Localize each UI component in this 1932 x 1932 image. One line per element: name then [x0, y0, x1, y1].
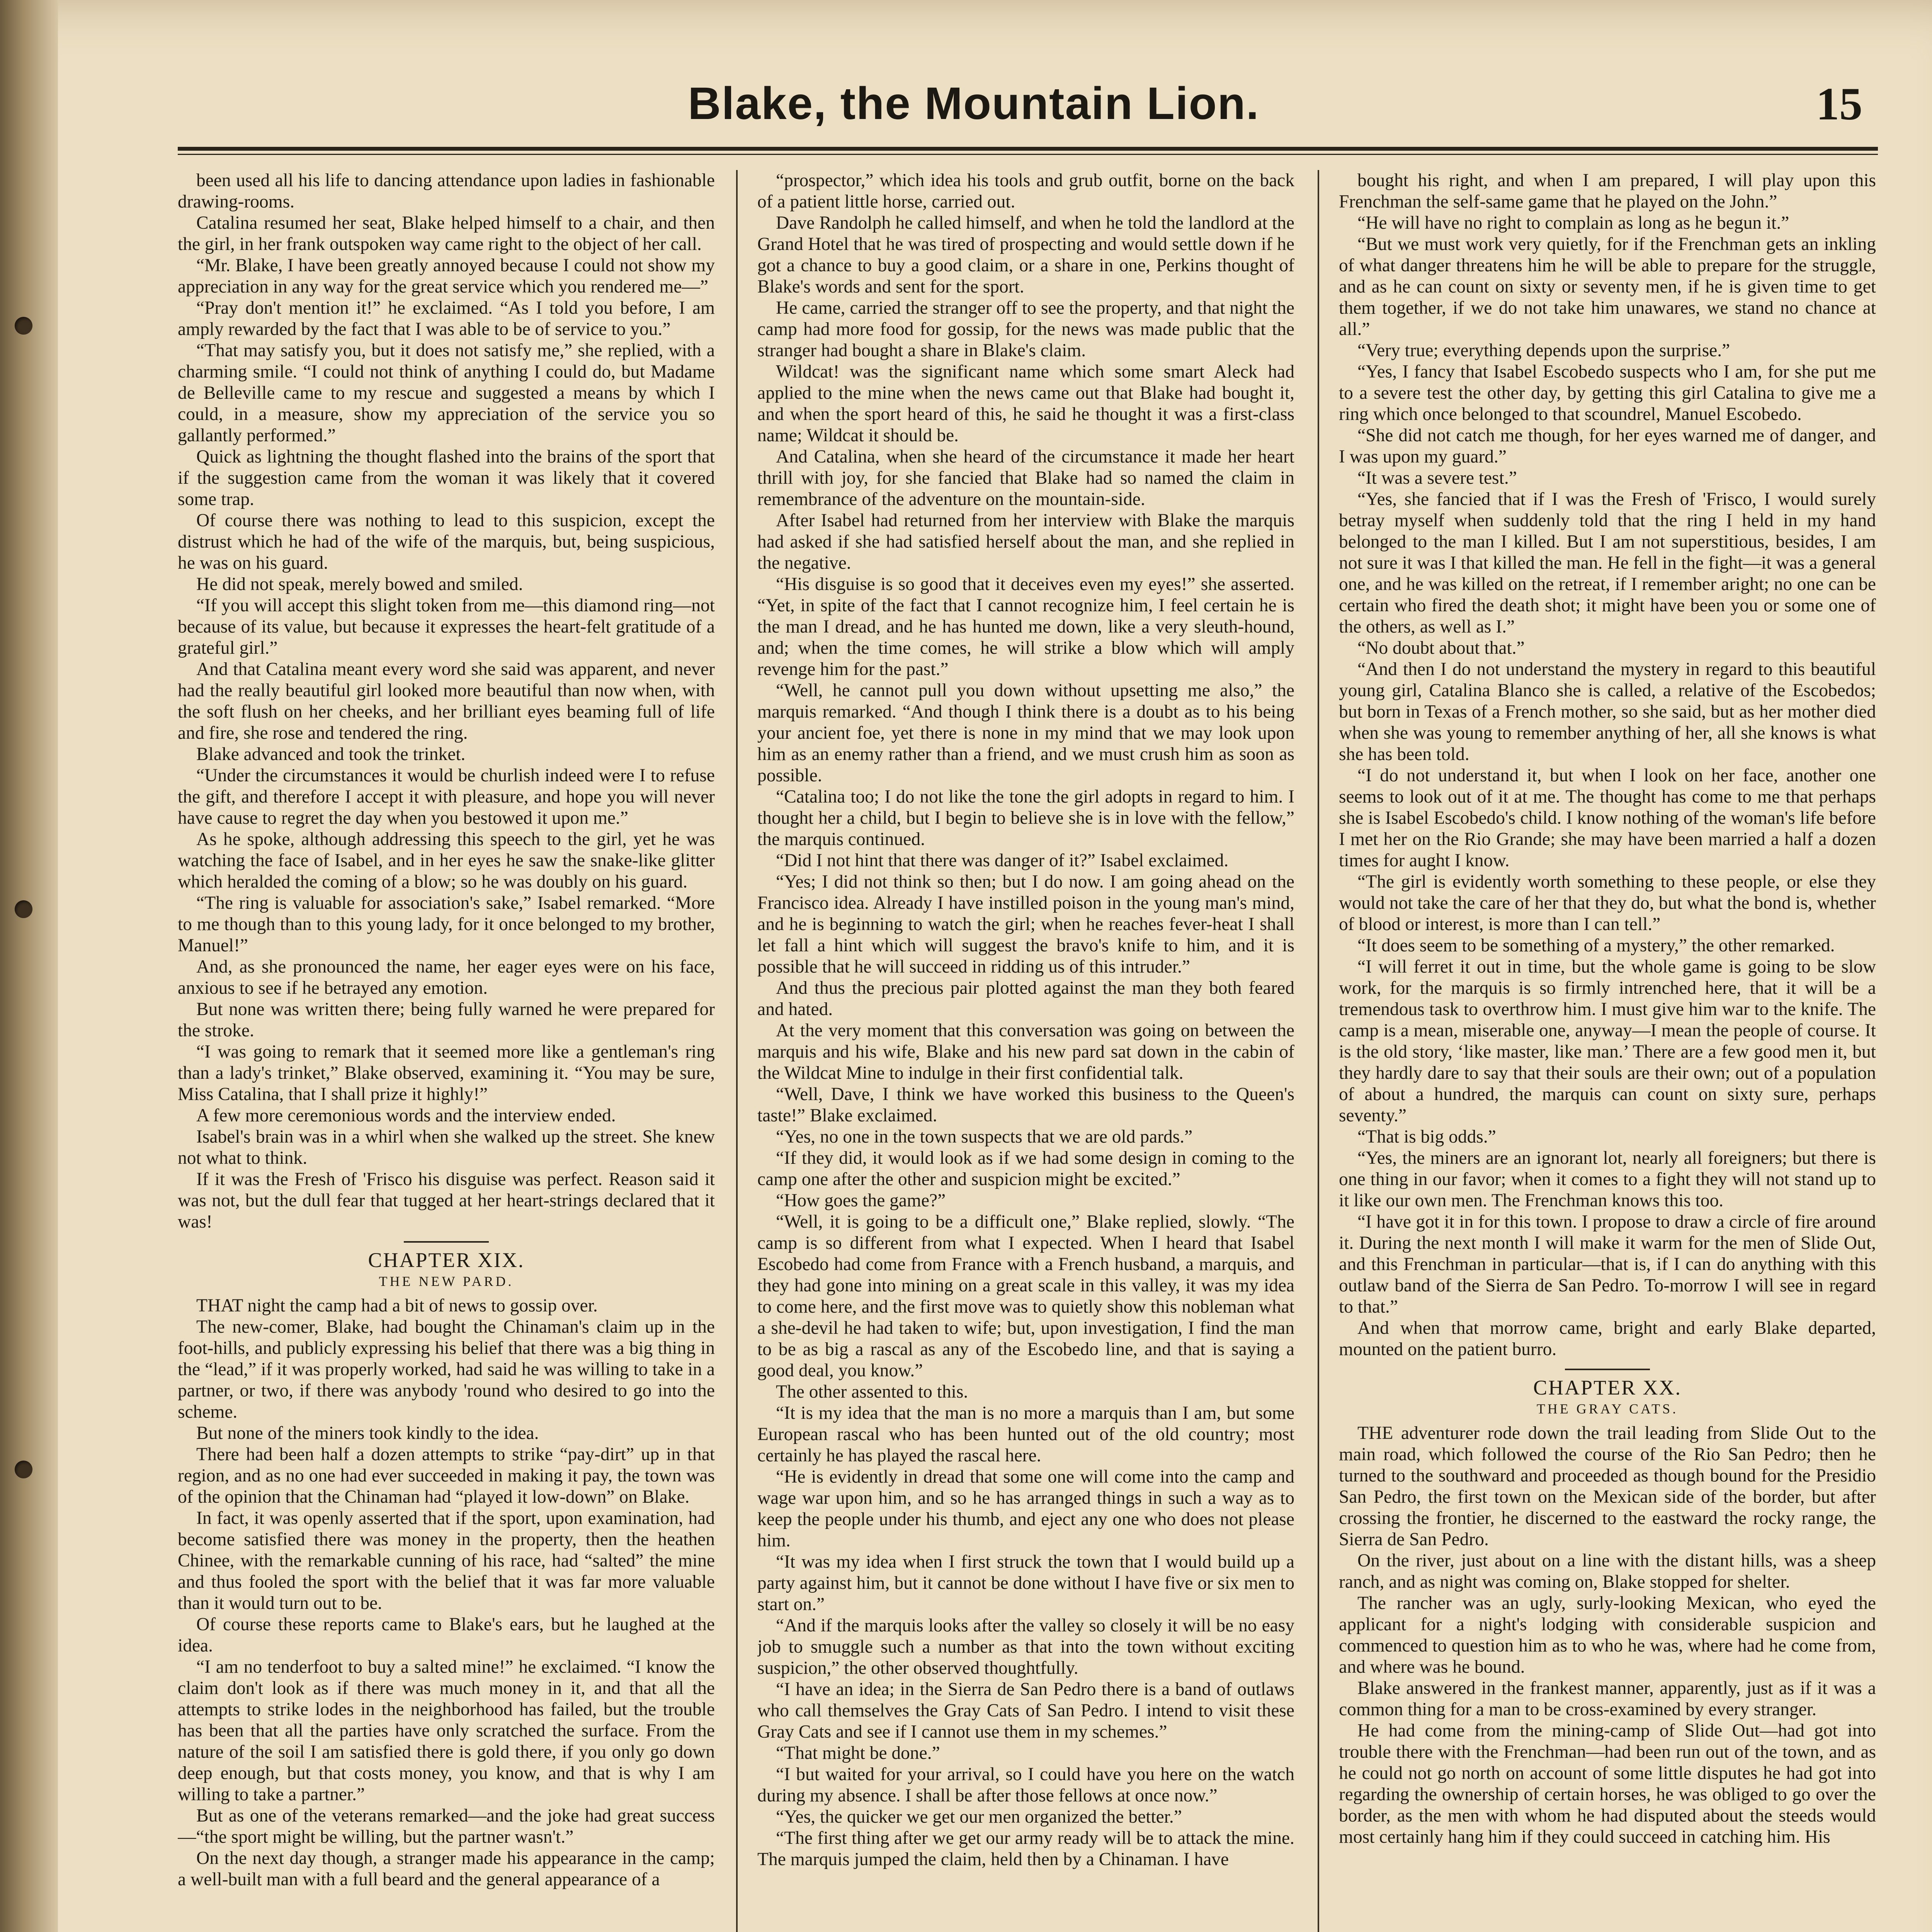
binding-hole: [15, 900, 32, 918]
paragraph: If it was the Fresh of 'Frisco his disguise was perfect. Reason said it was not, but the dull fear that tugged at her heart-strings declared that it was!: [178, 1169, 715, 1232]
column-1: [178, 170, 715, 1932]
paragraph: But none was written there; being fully warned he were prepared for the stroke.: [178, 999, 715, 1041]
paragraph: “If you will accept this slight token from me—this diamond ring—not because of its value, but because it expresses the heart-felt gratitude of a grateful girl.”: [178, 595, 715, 658]
paragraph: THAT night the camp had a bit of news to gossip over.: [196, 1296, 598, 1316]
paragraph: “It does seem to be something of a mystery,” the other remarked.: [1357, 935, 1835, 956]
paragraph: And thus the precious pair plotted against the man they both feared and hated.: [757, 978, 1294, 1019]
chapter-rule: [404, 1241, 489, 1243]
paragraph: And, as she pronounced the name, her eager eyes were on his face, anxious to see if he betrayed any emotion.: [178, 957, 715, 998]
paragraph: bought his right, and when I am prepared, I will play upon this Frenchman the self-same game that he played on the John.”: [1339, 170, 1876, 212]
paragraph: “It was a severe test.”: [1357, 468, 1517, 488]
running-title: Blake, the Mountain Lion.: [688, 78, 1260, 129]
paragraph: THE adventurer rode down the trail leading from Slide Out to the main road, which followed the course of the Rio San Pedro; then he turned to the southward and proceeded as though bound for the Presidio San Pedro, the first town on the Mexican side of the border, but after crossing the frontier, he discerned to the eastward the rocky range, the Sierra de San Pedro.: [1339, 1423, 1876, 1549]
paragraph: On the river, just about on a line with the distant hills, was a sheep ranch, and as night was coming on, Blake stopped for shelter.: [1339, 1551, 1876, 1592]
column-3-body: [1339, 170, 1876, 1360]
binding-hole: [15, 1461, 32, 1478]
paragraph: “She did not catch me though, for her eyes warned me of danger, and I was upon my guard.”: [1339, 425, 1876, 467]
chapter-rule: [1565, 1369, 1650, 1370]
column-3: [1339, 170, 1876, 1932]
paragraph: He did not speak, merely bowed and smiled.: [196, 574, 523, 594]
paragraph: “prospector,” which idea his tools and grub outfit, borne on the back of a patient little horse, carried out.: [757, 170, 1294, 212]
paragraph: The other assented to this.: [776, 1382, 968, 1402]
paragraph: “That may satisfy you, but it does not satisfy me,” she replied, with a charming smile. “I could not think of anything I could do, but Madame de Belleville came to my rescue and suggested a means by which I could, in a measure, show my appreciation of the service you so gallantly performed.”: [178, 340, 715, 446]
paragraph: “His disguise is so good that it deceives even my eyes!” she asserted. “Yet, in spite of the fact that I cannot recognize him, I feel certain he is the man I dread, and he has hunted me down, like a very sleuth-hound, and; when the time comes, he will strike a blow which will amply revenge him for the past.”: [757, 574, 1294, 679]
paragraph: “I but waited for your arrival, so I could have you here on the watch during my absence. I shall be after those fellows at once now.”: [757, 1764, 1294, 1806]
header-rule-thin: [178, 154, 1878, 155]
paragraph: “Well, he cannot pull you down without upsetting me also,” the marquis remarked. “And though I think there is a doubt as to his being your ancient foe, yet there is none in my mind that we may look upon him as an enemy rather than a friend, and we must crush him as soon as possible.: [757, 680, 1294, 786]
paragraph: “I have an idea; in the Sierra de San Pedro there is a band of outlaws who call themselves the Gray Cats of San Pedro. I intend to visit these Gray Cats and see if I cannot use them in my schemes.”: [757, 1679, 1294, 1742]
paragraph: “Mr. Blake, I have been greatly annoyed because I could not show my appreciation in any way for the great service which you rendered me—”: [178, 255, 715, 297]
paragraph: He came, carried the stranger off to see the property, and that night the camp had more food for gossip, for the news was made public that the stranger had bought a share in Blake's claim.: [757, 298, 1294, 361]
paragraph: Blake answered in the frankest manner, apparently, just as if it was a common thing for a man to be cross-examined by every stranger.: [1339, 1678, 1876, 1719]
paragraph: And that Catalina meant every word she said was apparent, and never had the really beautiful girl looked more beautiful than now when, with the soft flush on her cheeks, and her brilliant eyes beaming full of life and fire, she rose and tendered the ring.: [178, 659, 715, 743]
paragraph: Of course there was nothing to lead to this suspicion, except the distrust which he had of the wife of the marquis, but, being suspicious, he was on his guard.: [178, 510, 715, 573]
paragraph: been used all his life to dancing attendance upon ladies in fashionable drawing-rooms.: [178, 170, 715, 212]
paragraph: “Yes, she fancied that if I was the Fresh of 'Frisco, I would surely betray myself when suddenly told that the ring I held in my hand belonged to the man I killed. But I am not superstitious, besides, I am not sure it was I that killed the man. He fell in the fight—it was a general one, and he was killed on the retreat, if I remember aright; no one can be certain who fired the death shot; it might have been you or some one of the others, as well as I.”: [1339, 489, 1876, 637]
paragraph: “Pray don't mention it!” he exclaimed. “As I told you before, I am amply rewarded by the fact that I was able to be of service to you.”: [178, 298, 715, 339]
chapter-heading: CHAPTER XX.: [1533, 1376, 1682, 1399]
column-1-body: [178, 170, 715, 1233]
paragraph: He had come from the mining-camp of Slide Out—had got into trouble there with the Frenchman—had been run out of the town, and as he could not go north on account of some little disputes he had got into regarding the ownership of certain horses, he was obliged to go over the border, as the men with whom he had disputed about the steeds would most certainly hang him if they could succeed in catching him. His: [1339, 1721, 1876, 1847]
paragraph: “Did I not hint that there was danger of it?” Isabel exclaimed.: [776, 850, 1229, 871]
text-columns: [178, 170, 1878, 1932]
paragraph: “If they did, it would look as if we had some design in coming to the camp one after the other and suspicion might be excited.”: [757, 1148, 1294, 1189]
chapter-subheading: THE GRAY CATS.: [1536, 1401, 1679, 1417]
paragraph: “The girl is evidently worth something to these people, or else they would not take the care of her that they do, but what the bond is, whether of blood or interest, is more than I can tell.”: [1339, 872, 1876, 934]
binding-hole: [15, 317, 32, 335]
paragraph: “I do not understand it, but when I look on her face, another one seems to look out of it at me. The thought has come to me that perhaps she is Isabel Escobedo's child. I know nothing of the woman's life before I met her on the Rio Grande; she may have been married a half a dozen times for aught I know.: [1339, 765, 1876, 871]
paragraph: “I will ferret it out in time, but the whole game is going to be slow work, for the marquis is so firmly intrenched here, that it will be a tremendous task to overthrow him. I must give him war to the knife. The camp is a mean, miserable one, anyway—I mean the people of course. It is the old story, ‘like master, like man.’ There are a few good men it, but they hardly dare to say that their souls are their own; out of a population of about a hundred, the marquis can count on sixty sure, perhaps seventy.”: [1339, 957, 1876, 1126]
paragraph: And when that morrow came, bright and early Blake departed, mounted on the patient burro.: [1339, 1318, 1876, 1359]
paragraph: “It is my idea that the man is no more a marquis than I am, but some European rascal who has been hunted out of the old country; most certainly he has played the rascal here.: [757, 1403, 1294, 1466]
paragraph: On the next day though, a stranger made his appearance in the camp; a well-built man with a full beard and the general appearance of a: [178, 1848, 715, 1889]
paragraph: Wildcat! was the significant name which some smart Aleck had applied to the mine when the news came out that Blake had bought it, and when the sport heard of this, he said he thought it was a first-class name; Wildcat it should be.: [757, 362, 1294, 446]
binding-holes: [15, 0, 38, 1932]
column-1-body-after: [178, 1295, 715, 1890]
paragraph: “Well, it is going to be a difficult one,” Blake replied, slowly. “The camp is so different from what I expected. When I heard that Isabel Escobedo had come from France with a French husband, a marquis, and they had gone into mining on a great scale in this valley, it was my idea to come here, and the first move was to quietly show this nobleman what a she-devil he had taken to wife; but, upon investigation, I find the man to be as big a rascal as any of the Escobedo line, and that is saying a good deal, you know.”: [757, 1212, 1294, 1381]
header-rule: [178, 147, 1878, 151]
paragraph: “But we must work very quietly, for if the Frenchman gets an inkling of what danger threatens him he will be able to prepare for the struggle, and as he can count on sixty or seventy men, if he is given time to get them together, if we do not take him unawares, we stand no chance at all.”: [1339, 234, 1876, 339]
paragraph: And Catalina, when she heard of the circumstance it made her heart thrill with joy, for she fancied that Blake had so named the claim in remembrance of the adventure on the mountain-side.: [757, 447, 1294, 509]
column-2: [757, 170, 1294, 1932]
paragraph: “Yes, the quicker we get our men organized the better.”: [776, 1807, 1182, 1827]
paragraph: “Well, Dave, I think we have worked this business to the Queen's taste!” Blake exclaimed.: [757, 1084, 1294, 1126]
paragraph: “That is big odds.”: [1357, 1127, 1496, 1147]
paragraph: After Isabel had returned from her interview with Blake the marquis had asked if she had satisfied herself about the man, and she replied in the negative.: [757, 510, 1294, 573]
paragraph: Dave Randolph he called himself, and when he told the landlord at the Grand Hotel that he was tired of prospecting and would settle down if he got a chance to buy a good claim, or a share in one, Perkins thought of Blake's words and sent for the sport.: [757, 213, 1294, 297]
paragraph: “I have got it in for this town. I propose to draw a circle of fire around it. During the next month I will make it warm for the men of Slide Out, and this Frenchman in particular—that is, if I can do anything with this outlaw band of the Sierra de San Pedro. To-morrow I will see in regard to that.”: [1339, 1212, 1876, 1317]
paragraph: Quick as lightning the thought flashed into the brains of the sport that if the suggestion came from the woman it was likely that it covered some trap.: [178, 447, 715, 509]
paragraph: “That might be done.”: [776, 1743, 940, 1763]
paragraph: “Catalina too; I do not like the tone the girl adopts in regard to him. I thought her a child, but I begin to believe she is in love with the fellow,” the marquis continued.: [757, 787, 1294, 849]
paragraph: “Yes, the miners are an ignorant lot, nearly all foreigners; but there is one thing in our favor; when it comes to a fight they will not stand up to it like our own men. The Frenchman knows this too.: [1339, 1148, 1876, 1211]
page-number: 15: [1816, 78, 1862, 129]
paragraph: “Under the circumstances it would be churlish indeed were I to refuse the gift, and therefore I accept it with pleasure, and hope you will never have cause to regret the day when you bestowed it upon me.”: [178, 765, 715, 828]
column-2-body: [757, 170, 1294, 1870]
paragraph: Isabel's brain was in a whirl when she walked up the street. She knew not what to think.: [178, 1127, 715, 1168]
paragraph: In fact, it was openly asserted that if the sport, upon examination, had become satisfied there was money in the property, then the heathen Chinee, with the remarkable cunning of his race, had “salted” the mine and thus fooled the sport with the belief that it was far more valuable than it would turn out to be.: [178, 1508, 715, 1613]
paragraph: “Yes; I did not think so then; but I do now. I am going ahead on the Francisco idea. Already I have instilled poison in the young man's mind, and he is beginning to watch the girl; when he reaches fever-heat I shall let fall a hint which will suggest the bravo's knife to him, and it is possible that he will succeed in ridding us of this intruder.”: [757, 872, 1294, 977]
chapter-heading: CHAPTER XIX.: [368, 1248, 525, 1272]
paragraph: “No doubt about that.”: [1357, 638, 1525, 658]
paragraph: Blake advanced and took the trinket.: [196, 744, 466, 764]
paragraph: “He is evidently in dread that some one will come into the camp and wage war upon him, and so he has arranged things in such a way as to keep the people under his thumb, and eject any one who does not please him.: [757, 1467, 1294, 1551]
paragraph: Of course these reports came to Blake's ears, but he laughed at the idea.: [178, 1614, 715, 1656]
paragraph: “Very true; everything depends upon the surprise.”: [1357, 340, 1730, 361]
paragraph: “The ring is valuable for association's sake,” Isabel remarked. “More to me though than to this young lady, for it once belonged to my brother, Manuel!”: [178, 893, 715, 956]
paragraph: “I am no tenderfoot to buy a salted mine!” he exclaimed. “I know the claim don't look as if there was much money in it, and that all the attempts to strike lodes in the neighborhood has failed, but the trouble has been that all the parties have only scratched the surface. From the nature of the soil I am satisfied there is gold there, if you only go down deep enough, but that costs money, you know, and that is why I am willing to take a partner.”: [178, 1657, 715, 1804]
paragraph: At the very moment that this conversation was going on between the marquis and his wife, Blake and his new pard sat down in the cabin of the Wildcat Mine to indulge in their first confidential talk.: [757, 1020, 1294, 1083]
paragraph: “The first thing after we get our army ready will be to attack the mine. The marquis jumped the claim, held then by a Chinaman. I have: [757, 1828, 1294, 1869]
paragraph: “I was going to remark that it seemed more like a gentleman's ring than a lady's trinket,” Blake observed, examining it. “You may be sure, Miss Catalina, that I shall prize it highly!”: [178, 1042, 715, 1104]
paragraph: “How goes the game?”: [776, 1190, 946, 1211]
paragraph: But as one of the veterans remarked—and the joke had great success—“the sport might be willing, but the partner wasn't.”: [178, 1806, 715, 1847]
paragraph: “It was my idea when I first struck the town that I would build up a party against him, but it cannot be done without I have five or six men to start on.”: [757, 1552, 1294, 1614]
paragraph: “Yes, I fancy that Isabel Escobedo suspects who I am, for she put me to a severe test the other day, by getting this girl Catalina to give me a ring which once belonged to that scoundrel, Manuel Escobedo.: [1339, 362, 1876, 424]
paragraph: But none of the miners took kindly to the idea.: [196, 1423, 539, 1443]
paragraph: There had been half a dozen attempts to strike “pay-dirt” up in that region, and as no one had ever succeeded in making it pay, the town was of the opinion that the Chinaman had “played it low-down” on Blake.: [178, 1444, 715, 1507]
paragraph: The new-comer, Blake, had bought the Chinaman's claim up in the foot-hills, and publicly expressing his belief that there was a big thing in the “lead,” if it was properly worked, had said he was willing to take in a partner, or two, if there was anybody 'round who desired to go into the scheme.: [178, 1317, 715, 1422]
paragraph: “He will have no right to complain as long as he begun it.”: [1357, 213, 1789, 233]
paragraph: The rancher was an ugly, surly-looking Mexican, who eyed the applicant for a night's lodging with considerable suspicion and commenced to question him as to who he was, where had he come from, and where was he bound.: [1339, 1593, 1876, 1677]
column-3-body-after: [1339, 1423, 1876, 1848]
page-header: [178, 73, 1870, 139]
paragraph: “And if the marquis looks after the valley so closely it will be no easy job to smuggle such a number as that into the town without exciting suspicion,” the other observed thoughtfully.: [757, 1616, 1294, 1678]
paragraph: “Yes, no one in the town suspects that we are old pards.”: [776, 1127, 1193, 1147]
paragraph: “And then I do not understand the mystery in regard to this beautiful young girl, Catalina Blanco she is called, a relative of the Escobedos; but born in Texas of a French mother, so she said, but as her mother died when she was young to remember anything of her, all she knows is what she has been told.: [1339, 659, 1876, 764]
paragraph: A few more ceremonious words and the interview ended.: [196, 1105, 616, 1126]
chapter-subheading: THE NEW PARD.: [379, 1274, 514, 1289]
paragraph: As he spoke, although addressing this speech to the girl, yet he was watching the face of Isabel, and in her eyes he saw the snake-like glitter which heralded the coming of a blow; so he was doubly on his guard.: [178, 829, 715, 892]
paragraph: Catalina resumed her seat, Blake helped himself to a chair, and then the girl, in her frank outspoken way came right to the object of her call.: [178, 213, 715, 254]
